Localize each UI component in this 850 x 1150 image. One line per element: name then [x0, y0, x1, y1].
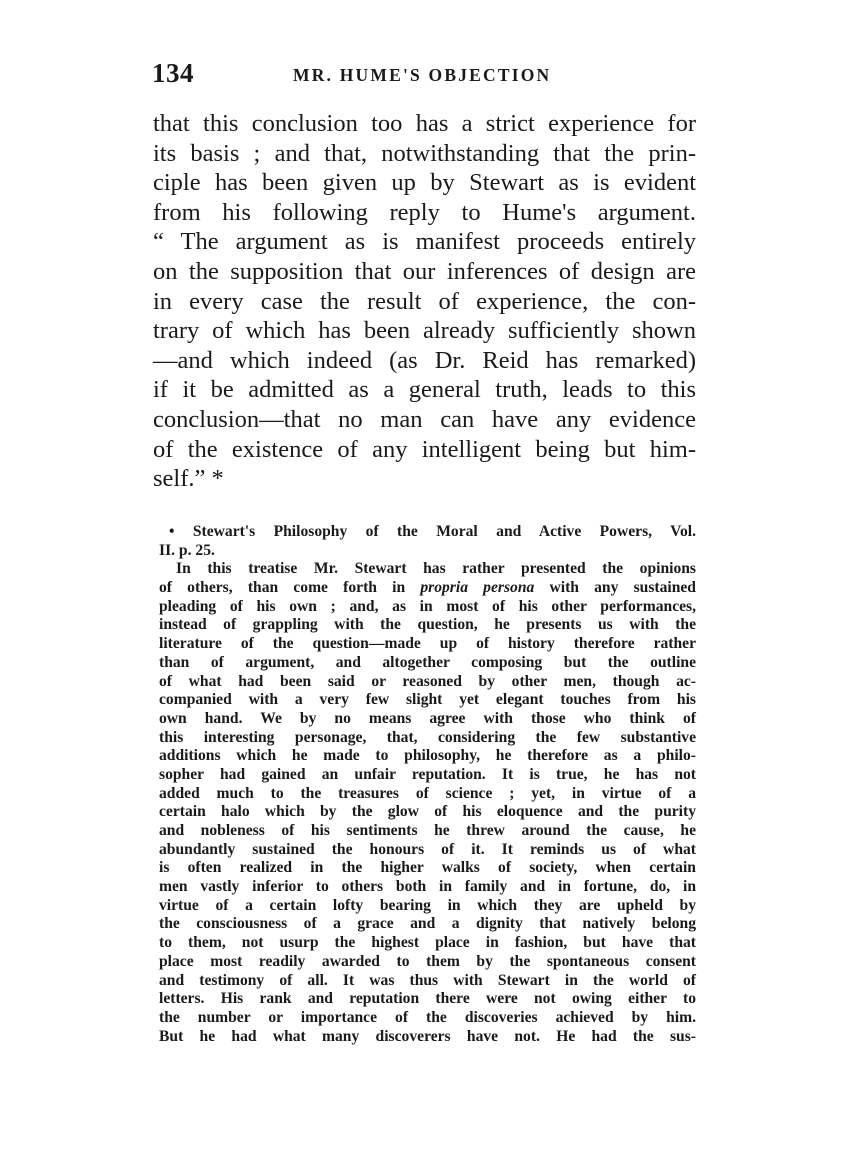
footnote-line: and testimony of all. It was thus with Stewart in the world of — [159, 971, 696, 989]
footnote-line: pleading of his own ; and, as in most of his other performances, — [159, 597, 696, 615]
footnote-line: of what had been said or reasoned by other men, though ac- — [159, 672, 696, 690]
body-line: if it be admitted as a general truth, leads to this — [153, 376, 696, 404]
body-line: “ The argument as is manifest proceeds entirely — [153, 228, 696, 256]
footnote-line: the consciousness of a grace and a dignity that natively belong — [159, 915, 696, 933]
footnote-line: own hand. We by no means agree with those who think of — [159, 709, 696, 727]
footnote-line: But he had what many discoverers have not. He had the sus- — [159, 1027, 696, 1045]
footnote-line: additions which he made to philosophy, he therefore as a philo- — [159, 747, 696, 765]
footnote-line: men vastly inferior to others both in family and in fortune, do, in — [159, 878, 696, 896]
running-head: MR. HUME'S OBJECTION — [293, 65, 552, 85]
footnote-line: is often realized in the higher walks of society, when certain — [159, 859, 696, 877]
footnote-line: certain halo which by the glow of his eloquence and the purity — [159, 803, 696, 821]
body-line: trary of which has been already sufficiently shown — [153, 317, 696, 345]
footnote-line: and nobleness of his sentiments he threw around the cause, he — [159, 822, 696, 839]
footnote-line: than of argument, and altogether composing but the outline — [159, 653, 696, 671]
footnote-line: instead of grappling with the question, he presents us with the — [159, 616, 696, 634]
body-line: conclusion—that no man can have any evidence — [153, 405, 696, 433]
body-text — [153, 109, 696, 494]
page-header — [152, 58, 700, 94]
body-line: self.” * — [153, 465, 224, 493]
footnote-line: • Stewart's Philosophy of the Moral and Active Powers, Vol. — [169, 523, 696, 540]
footnote-line: place most readily awarded to them by the spontaneous consent — [159, 952, 696, 970]
footnote-line: this interesting personage, that, considering the few substantive — [159, 728, 696, 746]
footnote — [159, 523, 696, 1046]
footnote-line: companied with a very few slight yet elegant touches from his — [159, 691, 696, 709]
footnote-line: the number or importance of the discoveries achieved by him. — [159, 1008, 696, 1026]
footnote-line: to them, not usurp the highest place in fashion, but have that — [159, 934, 696, 952]
body-line: in every case the result of experience, the con- — [153, 287, 696, 315]
footnote-line: virtue of a certain lofty bearing in which they are upheld by — [159, 896, 696, 914]
body-line: ciple has been given up by Stewart as is evident — [153, 169, 696, 197]
body-line: from his following reply to Hume's argument. — [153, 198, 696, 226]
footnote-line: of others, than come forth in propria persona with any sustained — [159, 579, 696, 597]
footnote-line: abundantly sustained the honours of it. It reminds us of what — [159, 840, 696, 858]
footnote-line: II. p. 25. — [159, 541, 215, 559]
footnote-line: letters. His rank and reputation there were not owing either to — [159, 990, 696, 1008]
body-line: its basis ; and that, notwithstanding that the prin- — [153, 139, 696, 167]
footnote-line: added much to the treasures of science ; yet, in virtue of a — [159, 784, 696, 802]
page-number: 134 — [152, 58, 194, 88]
body-line: —and which indeed (as Dr. Reid has remarked) — [153, 346, 696, 374]
footnote-line: In this treatise Mr. Stewart has rather presented the opinions — [176, 560, 696, 578]
body-line: on the supposition that our inferences of design are — [153, 257, 696, 285]
body-line: of the existence of any intelligent being but him- — [153, 435, 696, 463]
body-line: that this conclusion too has a strict experience for — [153, 110, 696, 137]
footnote-line: sopher had gained an unfair reputation. It is true, he has not — [159, 765, 696, 783]
footnote-line: literature of the question—made up of history therefore rather — [159, 635, 696, 653]
italic-phrase: propria persona — [420, 579, 535, 597]
